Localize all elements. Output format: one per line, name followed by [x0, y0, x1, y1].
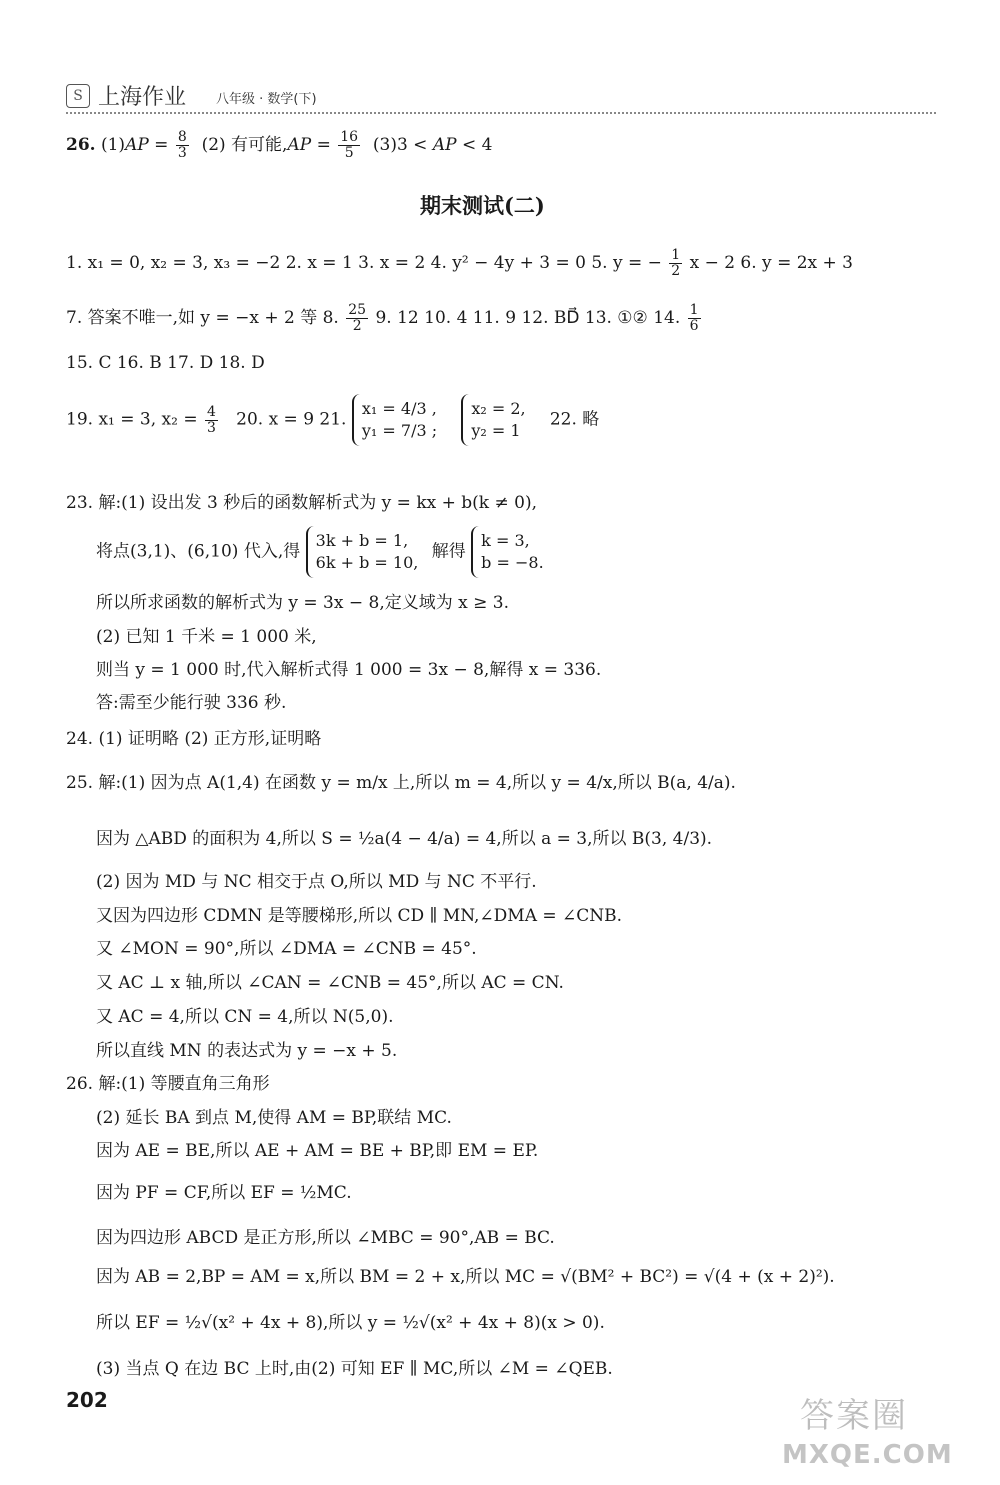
prev-answer-26: 26. (1)AP = $\frac{8}{3}$ (2) 有可能,AP = $\frac{16}{5}$ (3)3 < AP < 4 [66, 129, 493, 161]
section-title: 期末测试(二) [420, 193, 545, 218]
header-logo-icon: S [66, 84, 90, 108]
system-of-equations: x₁ = 4/3 , y₁ = 7/3 ; [352, 394, 445, 446]
q25-line-1: 25. 解:(1) 因为点 A(1,4) 在函数 y = m/x 上,所以 m = 4,所以 y = 4/x,所以 B(a, 4/a). [66, 773, 736, 793]
fraction: $\frac{4}{3}$ [206, 403, 216, 436]
system-of-equations: 3k + b = 1, 6k + b = 10, [306, 526, 427, 578]
watermark-url: MXQE.COM [782, 1440, 953, 1470]
q25-line-8: 所以直线 MN 的表达式为 y = −x + 5. [96, 1041, 398, 1061]
q23-line-2: 将点(3,1)、(6,10) 代入,得 3k + b = 1, 6k + b = 10, 解得 k = 3, b = −8. [96, 526, 552, 578]
q26-line-5: 因为四边形 ABCD 是正方形,所以 ∠MBC = 90°,AB = BC. [96, 1228, 555, 1248]
header-title: 上海作业 [98, 85, 187, 110]
header-divider [66, 112, 936, 114]
q25-line-7: 又 AC = 4,所以 CN = 4,所以 N(5,0). [96, 1007, 394, 1027]
q26-line-1: 26. 解:(1) 等腰直角三角形 [66, 1074, 270, 1094]
q25-line-6: 又 AC ⊥ x 轴,所以 ∠CAN = ∠CNB = 45°,所以 AC = CN. [96, 973, 564, 993]
q26-line-4: 因为 PF = CF,所以 EF = ½MC. [96, 1183, 352, 1203]
answers-line-1: 1. x₁ = 0, x₂ = 3, x₃ = −2 2. x = 1 3. x = 2 4. y² − 4y + 3 = 0 5. y = − $\frac{1}{2}$ x − 2 6. y = 2x + 3 [66, 247, 853, 279]
header-subtitle: 八年级 · 数学(下) [216, 92, 317, 107]
system-of-equations: k = 3, b = −8. [471, 526, 552, 578]
q23-line-6: 答:需至少能行驶 336 秒. [96, 693, 287, 713]
q23-line-3: 所以所求函数的解析式为 y = 3x − 8,定义域为 x ≥ 3. [96, 593, 509, 613]
fraction: $\frac{16}{5}$ [340, 129, 359, 161]
q23-line-1: 23. 解:(1) 设出发 3 秒后的函数解析式为 y = kx + b(k ≠ 0), [66, 493, 537, 513]
answers-line-2: 7. 答案不唯一,如 y = −x + 2 等 8. $\frac{25}{2}$ 9. 12 10. 4 11. 9 12. BD⃗ 13. ①② 14. $\frac{1}{6}$ [66, 302, 699, 334]
answers-line-4: 19. x₁ = 3, x₂ = $\frac{4}{3}$ 20. x = 9 21. x₁ = 4/3 , y₁ = 7/3 ; x₂ = 2, y₂ = 1 22. 略 [66, 394, 599, 446]
fraction: $\frac{1}{6}$ [689, 302, 699, 334]
watermark-logo: 答案圈 [800, 1396, 908, 1436]
system-of-equations: x₂ = 2, y₂ = 1 [461, 394, 533, 446]
q26-line-7: 所以 EF = ½√(x² + 4x + 8),所以 y = ½√(x² + 4x + 8)(x > 0). [96, 1313, 605, 1333]
q26-line-3: 因为 AE = BE,所以 AE + AM = BE + BP,即 EM = EP. [96, 1141, 539, 1161]
fraction: $\frac{25}{2}$ [348, 302, 367, 334]
fraction: $\frac{8}{3}$ [177, 129, 187, 161]
q25-line-4: 又因为四边形 CDMN 是等腰梯形,所以 CD ∥ MN,∠DMA = ∠CNB. [96, 906, 623, 926]
fraction: $\frac{1}{2}$ [671, 247, 681, 279]
q23-line-4: (2) 已知 1 千米 = 1 000 米, [96, 627, 317, 647]
q25-line-3: (2) 因为 MD 与 NC 相交于点 O,所以 MD 与 NC 不平行. [96, 872, 537, 892]
q24-line: 24. (1) 证明略 (2) 正方形,证明略 [66, 729, 322, 749]
q26-line-2: (2) 延长 BA 到点 M,使得 AM = BP,联结 MC. [96, 1108, 452, 1128]
q25-line-2: 因为 △ABD 的面积为 4,所以 S = ½a(4 − 4/a) = 4,所以 a = 3,所以 B(3, 4/3). [96, 829, 713, 849]
q25-line-5: 又 ∠MON = 90°,所以 ∠DMA = ∠CNB = 45°. [96, 939, 477, 959]
q26-line-6: 因为 AB = 2,BP = AM = x,所以 BM = 2 + x,所以 MC = √(BM² + BC²) = √(4 + (x + 2)²). [96, 1267, 835, 1287]
answers-line-3: 15. C 16. B 17. D 18. D [66, 353, 265, 373]
page-number: 202 [66, 1388, 108, 1412]
q23-line-5: 则当 y = 1 000 时,代入解析式得 1 000 = 3x − 8,解得 x = 336. [96, 660, 602, 680]
q26-line-8: (3) 当点 Q 在边 BC 上时,由(2) 可知 EF ∥ MC,所以 ∠M = ∠QEB. [96, 1359, 613, 1379]
